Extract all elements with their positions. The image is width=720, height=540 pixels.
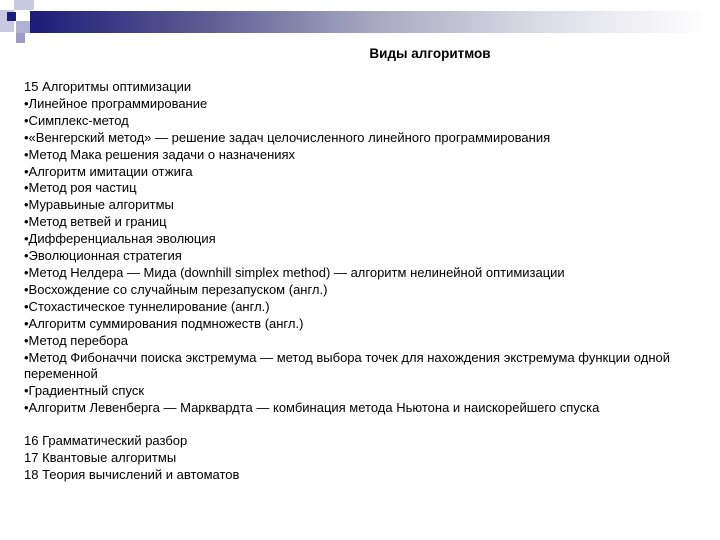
decor-square	[7, 12, 16, 21]
list-item: •Метод роя частиц	[24, 180, 137, 196]
list-item: •Восхождение со случайным перезапуском (англ.)	[24, 281, 328, 297]
list-item: •Алгоритм имитации отжига	[24, 163, 193, 179]
page-title: Виды алгоритмов	[369, 46, 491, 61]
list-item: •Метод ветвей и границ	[24, 214, 167, 230]
list-item: 18 Теория вычислений и автоматов	[24, 466, 240, 482]
decor-square	[16, 21, 30, 33]
list-item: •Муравьиные алгоритмы	[24, 197, 174, 213]
list-item: •«Венгерский метод» — решение задач целочисленного линейного программирования	[24, 129, 551, 145]
list-item: 17 Квантовые алгоритмы	[24, 450, 177, 466]
content	[24, 79, 704, 484]
list-item: •Линейное программирование	[24, 95, 208, 111]
list-item: •Эволюционная стратегия	[24, 248, 182, 264]
decor-square	[16, 33, 25, 43]
list-item: 16 Грамматический разбор	[24, 433, 188, 449]
list-item: •Градиентный спуск	[24, 383, 145, 399]
list-item: •Метод перебора	[24, 332, 128, 348]
list-item: •Дифференциальная эволюция	[24, 231, 216, 247]
list-item: •Симплекс-метод	[24, 112, 129, 128]
list-item: •Метод Нелдера — Мида (downhill simplex method) — алгоритм нелинейной оптимизации	[24, 264, 565, 280]
list-item: •Стохастическое туннелирование (англ.)	[24, 298, 270, 314]
section-heading: 15 Алгоритмы оптимизации	[24, 79, 192, 94]
header-gradient-bar	[30, 11, 710, 33]
list-item: •Алгоритм Левенберга — Марквардта — комбинация метода Ньютона и наискорейшего спуска	[24, 400, 600, 416]
list-item: •Алгоритм суммирования подмножеств (англ.)	[24, 315, 304, 331]
list-item: •Метод Мака решения задачи о назначениях	[24, 146, 296, 162]
decor-square	[14, 0, 34, 10]
list-item: •Метод Фибоначчи поиска экстремума — метод выбора точек для нахождения экстремума функции одной переменной	[24, 349, 671, 382]
